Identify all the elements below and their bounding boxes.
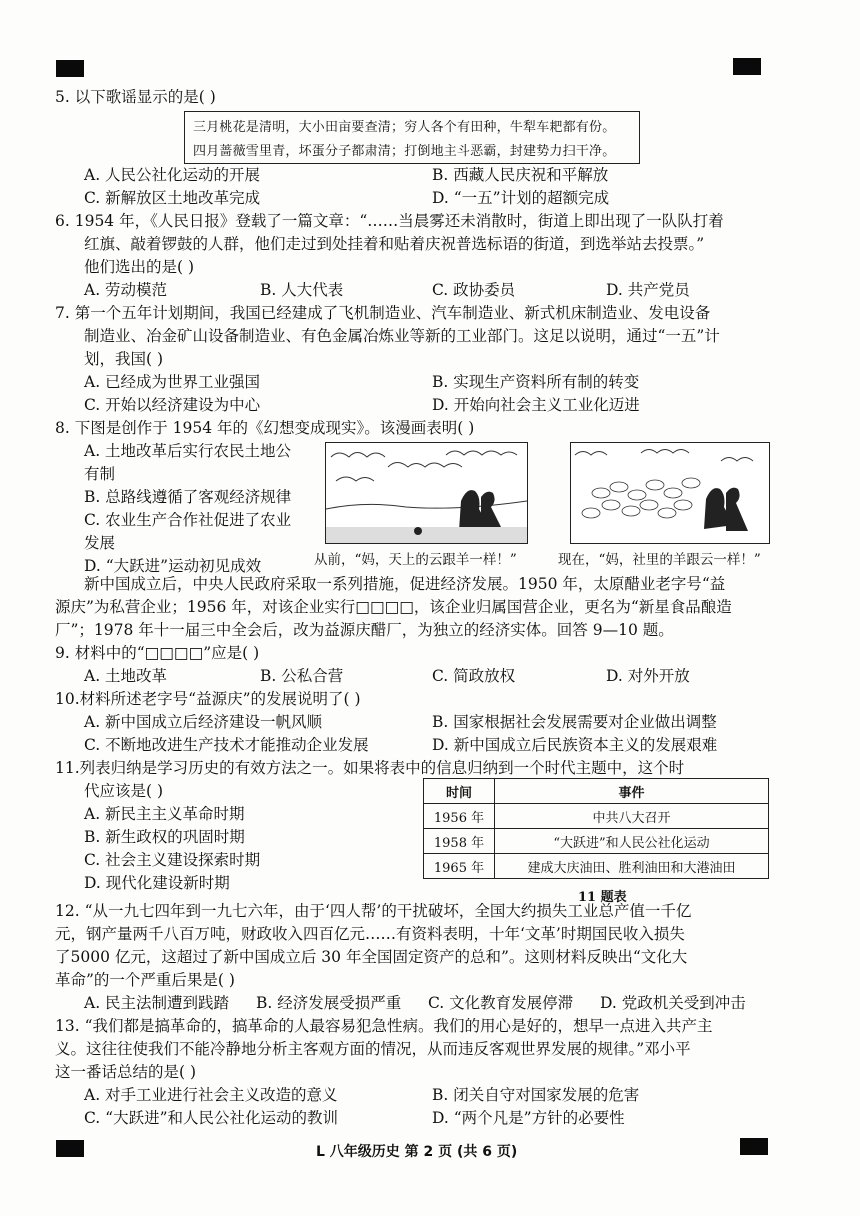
q13-option-c[interactable]: C. “大跃进”和人民公社化运动的教训: [84, 1109, 339, 1127]
q10-option-d[interactable]: D. 新中国成立后民族资本主义的发展艰难: [432, 736, 718, 754]
q7-line-3: 划，我国( ): [84, 350, 164, 368]
q8-option-c[interactable]: C. 农业生产合作社促进了农业: [84, 511, 292, 529]
q11-table: [423, 778, 769, 879]
q13-option-b[interactable]: B. 闭关自守对国家发展的危害: [432, 1086, 640, 1104]
q7-line-1: 7. 第一个五年计划期间，我国已经建成了飞机制造业、汽车制造业、新式机床制造业、发电设备: [55, 304, 711, 322]
q12-line-4: 革命”的一个严重后果是( ): [55, 971, 235, 989]
table-row: [424, 854, 769, 879]
q12-option-a[interactable]: A. 民主法制遭到践踏: [84, 994, 230, 1012]
table-header-event: 事件: [495, 779, 769, 804]
table-header-row: [424, 779, 769, 804]
q6-option-d[interactable]: D. 共产党员: [606, 281, 690, 299]
material-line-2: 源庆”为私营企业；1956 年，对该企业实行□□□□，该企业归属国营企业，更名为“新星食品酿造: [55, 598, 732, 616]
table-cell-event: “大跃进”和人民公社化运动: [495, 829, 769, 854]
q12-line-3: 了5000 亿元，这超过了新中国成立后 30 年全国固定资产的总和”。这则材料反映出“文化大: [55, 948, 688, 966]
q9-option-c[interactable]: C. 简政放权: [432, 667, 516, 685]
q9-option-d[interactable]: D. 对外开放: [606, 667, 690, 685]
q9-stem: 9. 材料中的“□□□□”应是( ): [55, 644, 260, 662]
cartoon-right: [570, 442, 770, 544]
q8-option-a[interactable]: A. 土地改革后实行农民土地公: [84, 442, 292, 460]
q6-line-3: 他们选出的是( ): [84, 258, 195, 276]
q8-option-d[interactable]: D. “大跃进”运动初见成效: [84, 557, 262, 575]
q6-option-c[interactable]: C. 政协委员: [432, 281, 516, 299]
q8-option-a-cont: 有制: [84, 465, 116, 483]
cartoon-right-drawing: [571, 443, 769, 543]
q5-option-c[interactable]: C. 新解放区土地改革完成: [84, 189, 261, 207]
table-cell-event: 建成大庆油田、胜利油田和大港油田: [495, 854, 769, 879]
registration-mark-bottom-right: [740, 1138, 768, 1155]
q8-stem: 8. 下图是创作于 1954 年的《幻想变成现实》。该漫画表明( ): [55, 419, 475, 437]
registration-mark-top-right: [733, 58, 761, 75]
q5-option-d[interactable]: D. “一五”计划的超额完成: [432, 189, 610, 207]
song-line-2: 四月蔷薇雪里青，坏蛋分子都肃清；打倒地主斗恶霸，封建势力扫干净。: [193, 144, 616, 159]
q7-option-a[interactable]: A. 已经成为世界工业强国: [84, 373, 261, 391]
page-footer: L 八年级历史 第 2 页 (共 6 页): [316, 1144, 518, 1160]
cartoon-left-drawing: [326, 443, 527, 543]
q5-option-b[interactable]: B. 西藏人民庆祝和平解放: [432, 166, 609, 184]
table-cell-year: 1956 年: [424, 804, 495, 829]
table-cell-event: 中共八大召开: [495, 804, 769, 829]
q11-line-2: 代应该是( ): [84, 782, 164, 800]
table-cell-year: 1965 年: [424, 854, 495, 879]
q11-option-a[interactable]: A. 新民主主义革命时期: [84, 805, 245, 823]
q10-option-a[interactable]: A. 新中国成立后经济建设一帆风顺: [84, 713, 323, 731]
q12-option-d[interactable]: D. 党政机关受到冲击: [600, 994, 746, 1012]
q7-line-2: 制造业、冶金矿山设备制造业、有色金属冶炼业等新的工业部门。这足以说明，通过“一五”计: [84, 327, 720, 345]
q12-option-b[interactable]: B. 经济发展受损严重: [256, 994, 402, 1012]
q9-option-b[interactable]: B. 公私合营: [260, 667, 344, 685]
table-cell-year: 1958 年: [424, 829, 495, 854]
q5-option-a[interactable]: A. 人民公社化运动的开展: [84, 166, 261, 184]
q7-option-d[interactable]: D. 开始向社会主义工业化迈进: [432, 396, 640, 414]
registration-mark-bottom-left: [56, 1140, 84, 1157]
material-line-1: 新中国成立后，中央人民政府采取一系列措施，促进经济发展。1950 年，太原醋业老字号“益: [84, 575, 726, 593]
song-box: [184, 111, 640, 164]
q7-option-b[interactable]: B. 实现生产资料所有制的转变: [432, 373, 640, 391]
cartoon-right-caption: 现在，“妈，社里的羊跟云一样！”: [558, 552, 761, 568]
q6-line-2: 红旗、敲着锣鼓的人群，他们走过到处挂着和贴着庆祝普选标语的街道，到选举站去投票。”: [84, 235, 705, 253]
q13-line-3: 这一番话总结的是( ): [55, 1063, 197, 1081]
q13-option-d[interactable]: D. “两个凡是”方针的必要性: [432, 1109, 625, 1127]
q6-option-b[interactable]: B. 人大代表: [260, 281, 344, 299]
cartoon-left: [325, 442, 528, 544]
q9-option-a[interactable]: A. 土地改革: [84, 667, 168, 685]
cartoon-left-caption: 从前，“妈，天上的云跟羊一样！”: [314, 552, 517, 568]
q11-table-caption: 11 题表: [578, 890, 627, 905]
table-header-time: 时间: [424, 779, 495, 804]
q6-option-a[interactable]: A. 劳动模范: [84, 281, 168, 299]
table-row: [424, 804, 769, 829]
material-line-3: 厂”；1978 年十一届三中全会后，改为益源庆醋厂，为独立的经济实体。回答 9—10 题。: [55, 621, 674, 639]
q13-option-a[interactable]: A. 对手工业进行社会主义改造的意义: [84, 1086, 338, 1104]
q12-option-c[interactable]: C. 文化教育发展停滞: [428, 994, 574, 1012]
q12-line-2: 元，钢产量两千八百万吨，财政收入四百亿元……有资料表明，十年‘文革’时期国民收入损失: [55, 925, 685, 943]
q7-option-c[interactable]: C. 开始以经济建设为中心: [84, 396, 261, 414]
q11-option-c[interactable]: C. 社会主义建设探索时期: [84, 851, 261, 869]
q5-stem: 5. 以下歌谣显示的是( ): [55, 88, 216, 106]
q11-option-b[interactable]: B. 新生政权的巩固时期: [84, 828, 245, 846]
q6-line-1: 6. 1954 年，《人民日报》登载了一篇文章：“……当晨雾还未消散时，街道上即出现了一队队打着: [55, 212, 724, 230]
q12-line-1: 12. “从一九七四年到一九七六年，由于‘四人帮’的干扰破坏，全国大约损失工业总产值一千亿: [55, 902, 692, 920]
q10-stem: 10.材料所述老字号“益源庆”的发展说明了( ): [55, 690, 361, 708]
q13-line-2: 义。这往往使我们不能冷静地分析主客观方面的情况，从而违反客观世界发展的规律。”邓小平: [55, 1040, 691, 1058]
q10-option-c[interactable]: C. 不断地改进生产技术才能推动企业发展: [84, 736, 369, 754]
q8-option-b[interactable]: B. 总路线遵循了客观经济规律: [84, 488, 292, 506]
q10-option-b[interactable]: B. 国家根据社会发展需要对企业做出调整: [432, 713, 717, 731]
q11-line-1: 11.列表归纳是学习历史的有效方法之一。如果将表中的信息归纳到一个时代主题中，这个时: [55, 759, 685, 777]
table-row: [424, 829, 769, 854]
q11-option-d[interactable]: D. 现代化建设新时期: [84, 874, 230, 892]
q8-option-c-cont: 发展: [84, 534, 116, 552]
registration-mark-top-left: [56, 60, 84, 77]
song-line-1: 三月桃花是清明，大小田亩要查清；穷人各个有田种，牛犁车耙都有份。: [193, 120, 616, 135]
q13-line-1: 13. “我们都是搞革命的，搞革命的人最容易犯急性病。我们的用心是好的，想早一点进入共产主: [55, 1017, 713, 1035]
